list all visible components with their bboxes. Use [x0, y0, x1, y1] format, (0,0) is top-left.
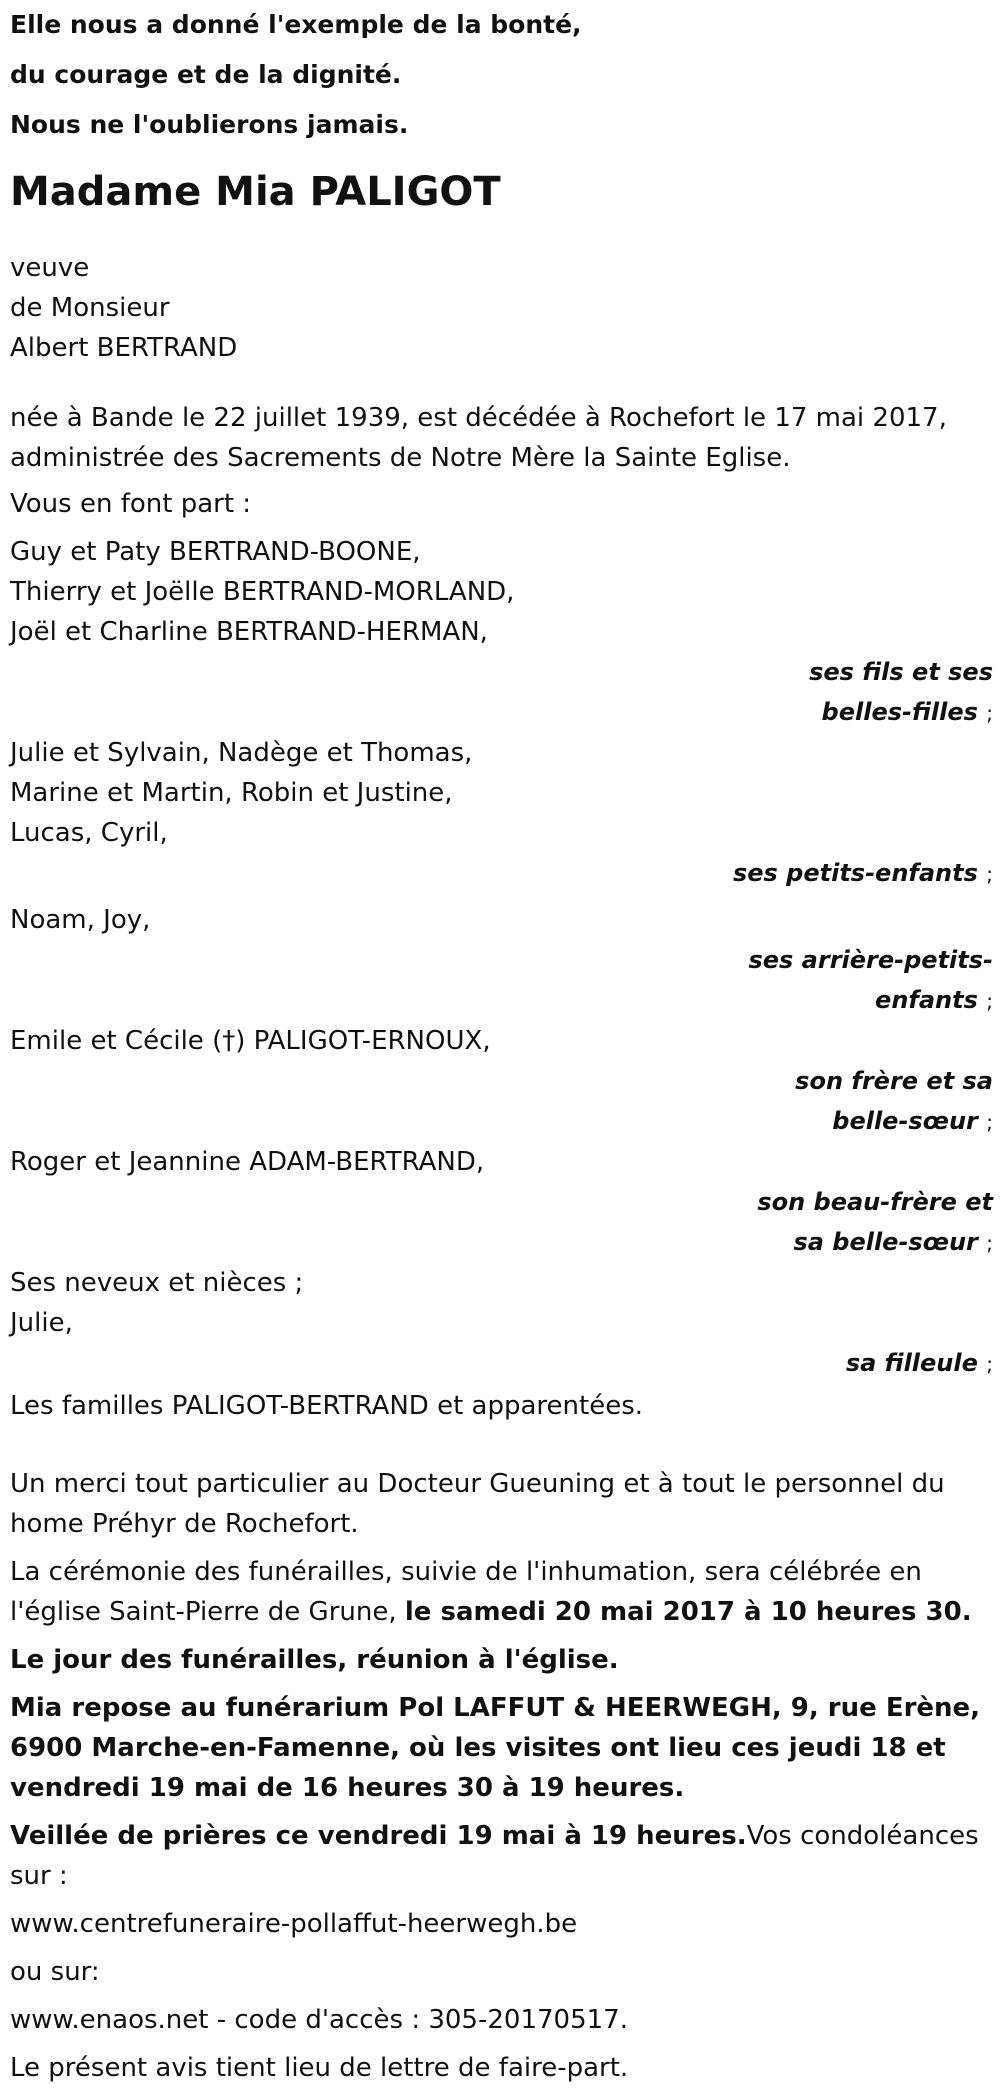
family-names: Emile et Cécile (†) PALIGOT-ERNOUX,: [10, 1026, 491, 1056]
condolences-text: Vos condoléances sur :: [10, 1821, 979, 1891]
spouse-block: [10, 248, 993, 368]
spouse-line: veuve: [10, 253, 90, 283]
family-group-grandchildren: [10, 733, 993, 894]
spouse-line: de Monsieur: [10, 293, 170, 323]
deceased-name: Madame Mia PALIGOT: [10, 169, 501, 215]
ceremony-plain: La cérémonie des funérailles, suivie de l'inhumation, sera célébrée en l'église Saint-Pierre de Grune,: [10, 1557, 922, 1627]
website-link-1[interactable]: www.centrefuneraire-pollaffut-heerwegh.be: [10, 1909, 578, 1939]
family-role: enfants ;: [875, 986, 993, 1014]
family-group-brother: [10, 1021, 993, 1142]
birth-death-block: [10, 398, 993, 478]
family-role: ses petits-enfants ;: [732, 859, 993, 887]
nephews-text: Ses neveux et nièces ;: [10, 1268, 304, 1298]
family-names: Lucas, Cyril,: [10, 818, 168, 848]
vigil-bold: Veillée de prières ce vendredi 19 mai à 19 heures.: [10, 1821, 747, 1851]
announce-text: Vous en font part :: [10, 489, 252, 519]
family-names: Noam, Joy,: [10, 905, 151, 935]
thanks-text: Un merci tout particulier au Docteur Gueuning et à tout le personnel du home Préhyr de Rochefort.: [10, 1469, 945, 1539]
family-role: ses fils et ses: [809, 658, 993, 686]
family-role: sa belle-sœur ;: [793, 1228, 993, 1256]
intro-line: Nous ne l'oublierons jamais.: [10, 110, 409, 139]
ceremony-text: [10, 1552, 993, 1632]
spouse-line: Albert BERTRAND: [10, 333, 238, 363]
family-names: Thierry et Joëlle BERTRAND-MORLAND,: [10, 577, 515, 607]
birth-death-line: née à Bande le 22 juillet 1939, est décédée à Rochefort le 17 mai 2017,: [10, 403, 947, 433]
repose-text: Mia repose au funérarium Pol LAFFUT & HEERWEGH, 9, rue Erène, 6900 Marche-en-Famenne, où les visites ont lieu ces jeudi 18 et vendredi 19 mai de 16 heures 30 à 19 heures.: [10, 1693, 981, 1803]
intro-line: Elle nous a donné l'exemple de la bonté,: [10, 10, 582, 39]
vigil-text: [10, 1816, 993, 1896]
reunion-text: Le jour des funérailles, réunion à l'église.: [10, 1645, 619, 1675]
website-link-2[interactable]: www.enaos.net - code d'accès : 305-20170517.: [10, 2005, 628, 2035]
family-role: sa filleule ;: [845, 1349, 993, 1377]
family-group-great-grandchildren: [10, 900, 993, 1021]
ceremony-date: le samedi 20 mai 2017 à 10 heures 30.: [404, 1597, 972, 1627]
family-role: son beau-frère et: [757, 1188, 993, 1216]
family-names: Julie et Sylvain, Nadège et Thomas,: [10, 738, 473, 768]
family-names: Julie,: [10, 1308, 73, 1338]
family-group-goddaughter: [10, 1303, 993, 1384]
birth-death-line: administrée des Sacrements de Notre Mère la Sainte Eglise.: [10, 443, 791, 473]
family-role: son frère et sa: [795, 1067, 993, 1095]
or-on-text: ou sur:: [10, 1957, 100, 1987]
families-text: Les familles PALIGOT-BERTRAND et apparentées.: [10, 1391, 644, 1421]
family-group-sons: [10, 532, 993, 733]
family-names: Joël et Charline BERTRAND-HERMAN,: [10, 617, 488, 647]
family-group-in-law: [10, 1142, 993, 1263]
family-role: ses arrière-petits-: [748, 946, 993, 974]
intro-line: du courage et de la dignité.: [10, 60, 402, 89]
family-role: belle-sœur ;: [832, 1107, 993, 1135]
family-names: Roger et Jeannine ADAM-BERTRAND,: [10, 1147, 485, 1177]
closing-text: Le présent avis tient lieu de lettre de faire-part.: [10, 2053, 629, 2083]
obituary-notice: [10, 0, 993, 2088]
family-names: Guy et Paty BERTRAND-BOONE,: [10, 537, 421, 567]
family-role: belles-filles ;: [821, 698, 993, 726]
intro-block: [10, 0, 993, 150]
family-names: Marine et Martin, Robin et Justine,: [10, 778, 453, 808]
